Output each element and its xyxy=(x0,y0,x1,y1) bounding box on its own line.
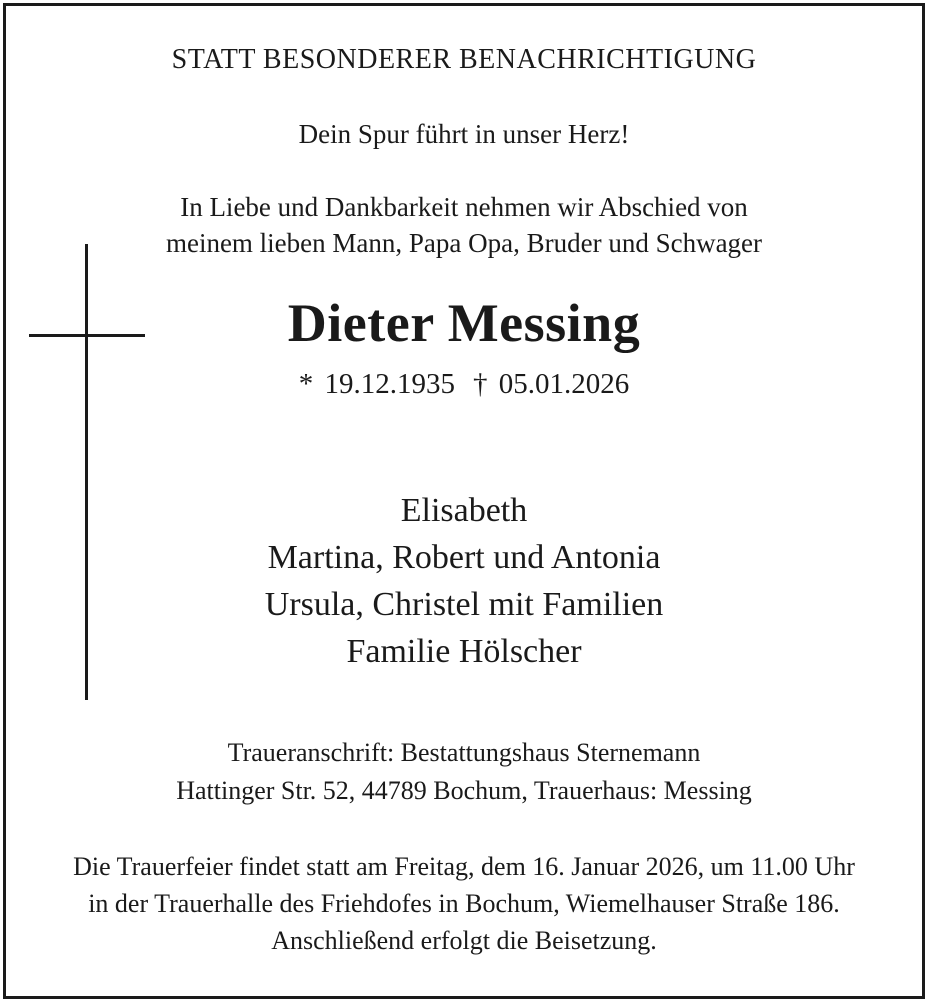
birth-date: * 19.12.1935 xyxy=(298,368,455,400)
ceremony-line: in der Trauerhalle des Friehdofes in Bochum, Wiemelhauser Straße 186. xyxy=(88,889,840,918)
address-line: Hattinger Str. 52, 44789 Bochum, Trauerhaus: Messing xyxy=(176,776,752,805)
intro-line: meinem lieben Mann, Papa Opa, Bruder und Schwager xyxy=(165,228,763,258)
ceremony-line: Anschließend erfolgt die Beisetzung. xyxy=(271,926,657,955)
mourner-line: Ursula, Christel mit Familien xyxy=(264,586,664,623)
mourner-line: Familie Hölscher xyxy=(346,633,582,670)
notice-headline: STATT BESONDERER BENACHRICHTIGUNG xyxy=(171,44,757,75)
intro-line: In Liebe und Dankbarkeit nehmen wir Abschied von xyxy=(180,192,748,222)
ceremony-line: Die Trauerfeier findet statt am Freitag, dem 16. Januar 2026, um 11.00 Uhr xyxy=(73,852,855,881)
motto: Dein Spur führt in unser Herz! xyxy=(298,119,630,149)
life-dates xyxy=(0,368,928,401)
death-date: † 05.01.2026 xyxy=(473,368,630,400)
mourner-line: Elisabeth xyxy=(400,492,528,529)
deceased-name: Dieter Messing xyxy=(287,293,641,353)
mourner-line: Martina, Robert und Antonia xyxy=(267,539,661,576)
address-line: Traueranschrift: Bestattungshaus Sternemann xyxy=(227,738,701,767)
